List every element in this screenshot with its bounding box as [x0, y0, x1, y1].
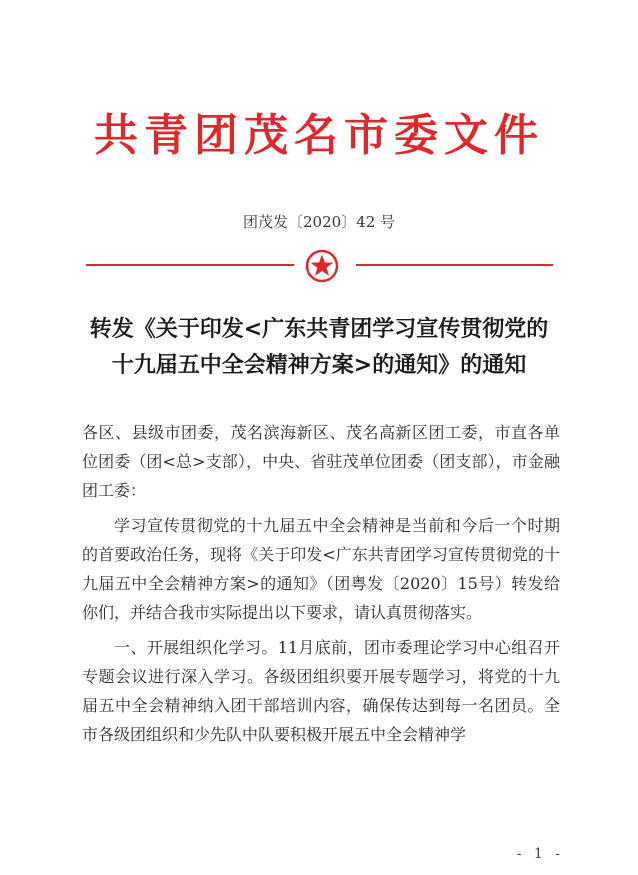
notice-title — [40, 312, 598, 384]
notice-title-line-1: 转发《关于印发<广东共青团学习宣传贯彻党的 — [89, 317, 549, 342]
header-rule-left — [86, 264, 294, 266]
page-number: - 1 - — [516, 846, 564, 862]
recipients-paragraph: 各区、县级市团委，茂名滨海新区、茂名高新区团工委，市直各单位团委（团<总>支部），中央、省驻茂单位团委（团支部），市金融团工委： — [82, 423, 560, 500]
body-paragraph-1: 学习宣传贯彻党的十九届五中全会精神是当前和今后一个时期的首要政治任务，现将《关于印发<广东共青团学习宣传贯彻党的十九届五中全会精神方案>的通知》（团粤发〔2020〕15号）转发给你们，并结合我市实际提出以下要求，请认真贯彻落实。 — [82, 516, 560, 622]
notice-title-line-2: 十九届五中全会精神方案>的通知》的通知 — [111, 353, 527, 378]
document-body — [82, 418, 560, 755]
red-star-icon — [304, 248, 340, 284]
document-number: 团茂发〔2020〕42 号 — [242, 213, 396, 231]
body-paragraph-2: 一、开展组织化学习。11月底前，团市委理论学习中心组召开专题会议进行深入学习。各级团组织要开展专题学习，将党的十九届五中全会精神纳入团干部培训内容，确保传达到每一名团员。全市各级团组织和少先队中队要积极开展五中全会精神学 — [82, 638, 560, 744]
header-rule-right — [356, 264, 553, 266]
document-header-title: 共青团茂名市委文件 — [94, 110, 544, 161]
